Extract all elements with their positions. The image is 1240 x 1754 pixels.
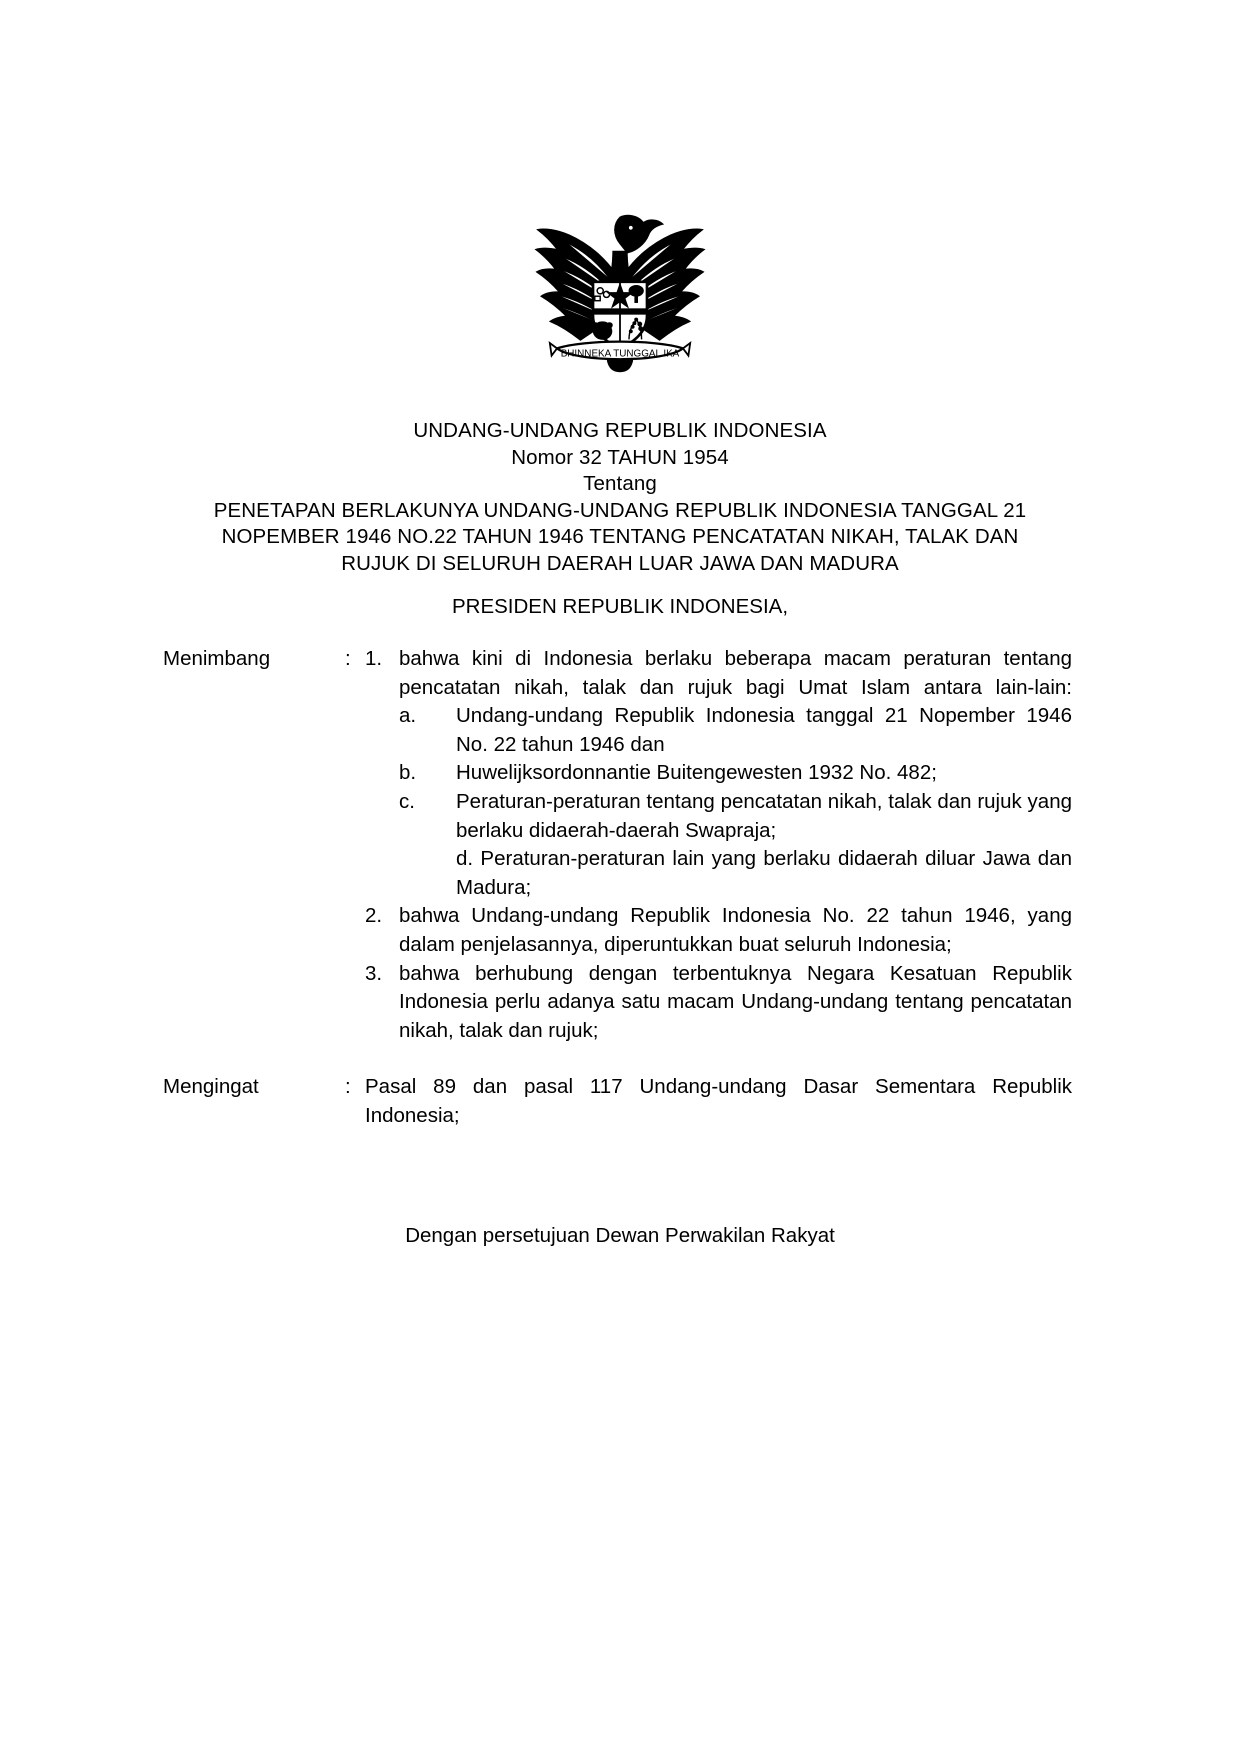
page-title: UNDANG-UNDANG REPUBLIK INDONESIA xyxy=(413,419,827,442)
subitem-text: Huwelijksordonnantie Buitengewesten 1932 No. 482; xyxy=(456,761,937,785)
authority-line: PRESIDEN REPUBLIK INDONESIA, xyxy=(451,595,789,618)
menimbang-subitem xyxy=(399,759,1072,788)
menimbang-colon: : xyxy=(345,647,351,670)
subject-line-2: NOPEMBER 1946 NO.22 TAHUN 1946 TENTANG PENCATATAN NIKAH, TALAK DAN xyxy=(221,525,1019,548)
item-lead-text: bahwa Undang-undang Republik Indonesia No. 22 tahun 1946, yang dalam penjelasannya, diperuntukkan buat seluruh Indonesia; xyxy=(399,904,1072,956)
menimbang-subitem xyxy=(399,702,1072,759)
subitem-marker: b. xyxy=(399,761,417,785)
menimbang-item xyxy=(365,645,1072,902)
menimbang-item xyxy=(365,902,1072,959)
menimbang-item xyxy=(365,960,1072,1046)
subitem-marker: a. xyxy=(399,704,417,728)
garuda-pancasila-emblem xyxy=(530,208,710,388)
item-marker: 1. xyxy=(365,647,383,670)
subitem-text: Peraturan-peraturan tentang pencatatan nikah, talak dan rujuk yang berlaku didaerah-daerah Swapraja; xyxy=(456,789,1072,842)
mengingat-text: Pasal 89 dan pasal 117 Undang-undang Dasar Sementara Republik Indonesia; xyxy=(365,1075,1072,1127)
subject-line-1: PENETAPAN BERLAKUNYA UNDANG-UNDANG REPUBLIK INDONESIA TANGGAL 21 xyxy=(213,498,1027,522)
about-label: Tentang xyxy=(583,472,657,495)
title-block xyxy=(168,418,1072,577)
mengingat-row xyxy=(0,1073,1240,1130)
subject-line-3: RUJUK DI SELURUH DAERAH LUAR JAWA DAN MADURA xyxy=(341,551,899,575)
closing-approval-line: Dengan persetujuan Dewan Perwakilan Rakyat xyxy=(405,1224,835,1247)
mengingat-label: Mengingat xyxy=(163,1075,259,1099)
menimbang-subitem xyxy=(399,788,1072,845)
menimbang-label: Menimbang xyxy=(163,647,271,670)
subitem-text xyxy=(456,845,1072,902)
subitem-text: Undang-undang Republik Indonesia tanggal 21 Nopember 1946 No. 22 tahun 1946 dan xyxy=(456,704,1072,756)
item-body xyxy=(399,902,1072,959)
emblem-motto-text: BHINNEKA TUNGGAL IKA xyxy=(560,348,680,360)
menimbang-subitem-list xyxy=(399,702,1072,902)
menimbang-body xyxy=(365,645,1072,1045)
item-marker: 2. xyxy=(365,904,383,928)
item-lead-text: bahwa kini di Indonesia berlaku beberapa macam peraturan tentang pencatatan nikah, talak dan rujuk bagi Umat Islam antara lain-lain: xyxy=(399,647,1072,699)
emblem-container xyxy=(0,208,1240,393)
document-number: Nomor 32 TAHUN 1954 xyxy=(511,445,729,469)
menimbang-row xyxy=(0,645,1240,1045)
item-body xyxy=(399,960,1072,1046)
subitem-marker: c. xyxy=(399,789,415,813)
menimbang-subitem xyxy=(399,845,1072,902)
subitem-inline-text: d. Peraturan-peraturan lain yang berlaku didaerah diluar Jawa dan Madura; xyxy=(456,847,1072,899)
item-body xyxy=(399,645,1072,902)
item-lead-text: bahwa berhubung dengan terbentuknya Negara Kesatuan Republik Indonesia perlu adanya satu macam Undang-undang tentang pencatatan nikah, talak dan rujuk; xyxy=(399,961,1072,1042)
item-marker: 3. xyxy=(365,961,383,985)
mengingat-colon: : xyxy=(345,1075,351,1099)
considerations-section xyxy=(0,645,1240,1131)
mengingat-body xyxy=(365,1073,1072,1130)
